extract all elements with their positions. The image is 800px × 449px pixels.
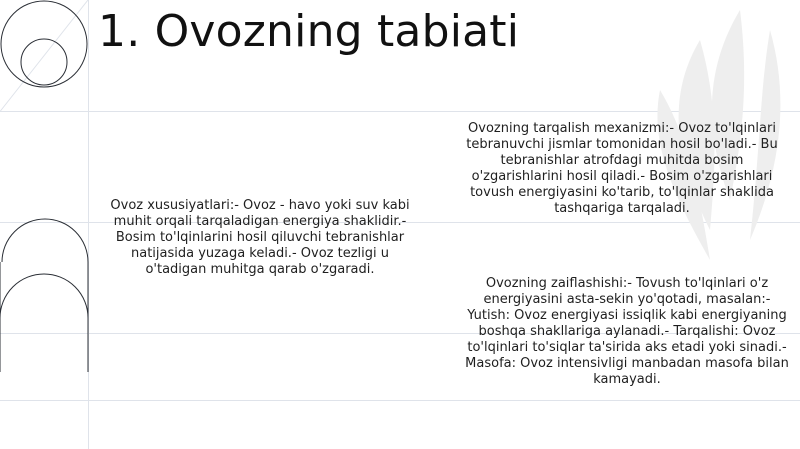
decor-arch-lower (0, 274, 88, 318)
decor-circle-small (21, 39, 67, 85)
properties-text: Ovoz xususiyatlari:- Ovoz - havo yoki suv kabi muhit orqali tarqaladigan energiya shaklidir.- Bosim to'lqinlarini hosil qiluvchi tebranishlar natijasida yuzaga keladi.- Ovoz tezligi u o'tadigan muhitga qarab o'zgaradi. (110, 198, 410, 277)
decor-arch-upper (2, 219, 88, 262)
slide-title: 1. Ovozning tabiati (98, 6, 520, 57)
decor-circle-large (1, 1, 87, 87)
propagation-text: Ovozning tarqalish mexanizmi:- Ovoz to'lqinlari tebranuvchi jismlar tomonidan hosil bo'ladi.- Bu tebranishlar atrofdagi muhitda bosim o'zgarishlarini hosil qiladi.- Bosim o'zgarishlari tovush energiyasini ko'tarib, to'lqinlar shaklida tashqariga tarqaladi. (466, 121, 778, 216)
attenuation-text: Ovozning zaiflashishi:- Tovush to'lqinlari o'z energiyasini asta-sekin yo'qotadi, masalan:- Yutish: Ovoz energiyasi issiqlik kabi energiyaning boshqa shakllariga aylanadi.- Tarqalishi: Ovoz to'lqinlari to'siqlar ta'sirida aks etadi yoki sinadi.- Masofa: Ovoz intensivligi manbadan masofa bilan kamayadi. (465, 276, 789, 387)
